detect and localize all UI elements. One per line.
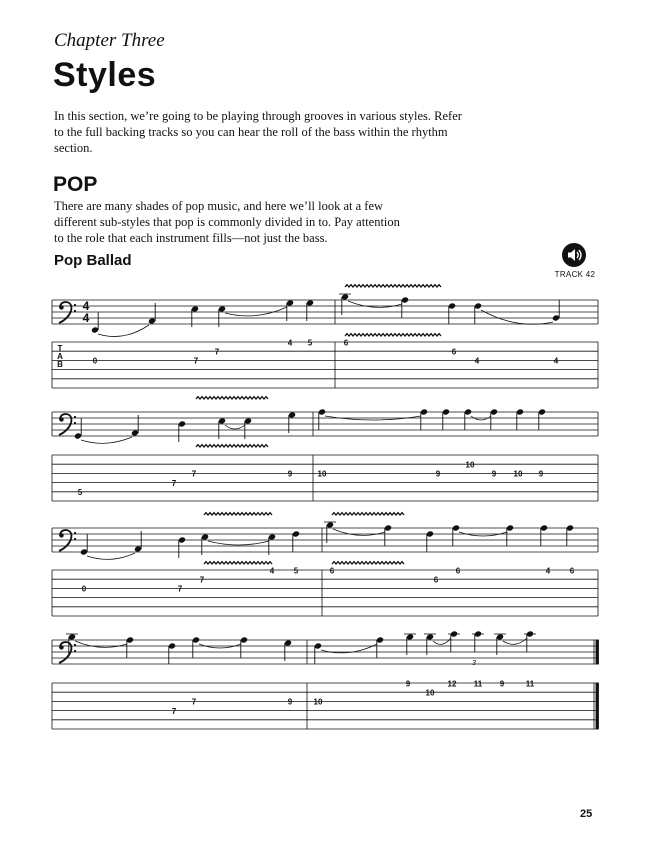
bass-clef-dot	[59, 305, 63, 309]
tab-number: 7	[171, 706, 177, 716]
tab-label: A	[57, 352, 63, 361]
bass-clef-dot	[59, 533, 63, 537]
tab-number: 6	[329, 566, 335, 576]
vibrato-mark	[345, 334, 441, 336]
bass-clef-dot	[59, 417, 63, 421]
tie	[348, 301, 402, 307]
section-paragraph: There are many shades of pop music, and here we’ll look at a few different sub-styles that pop is commonly divided in to. Pay attention to the role that each instrument fills—not just the bass.	[54, 199, 400, 245]
vibrato-mark	[196, 445, 268, 447]
bass-clef-dot	[74, 644, 76, 646]
tab-number: 0	[81, 584, 87, 594]
bass-clef-dot	[74, 532, 76, 534]
tab-number: 9	[287, 469, 293, 479]
intro-paragraph: In this section, we’re going to be playing through grooves in various styles. Refer to the full backing tracks so you can hear the roll of the bass within the rhythm section.	[54, 109, 462, 155]
tie	[225, 425, 245, 429]
tab-number: 9	[538, 469, 544, 479]
tab-number: 4	[474, 356, 480, 366]
tab-number: 7	[191, 469, 197, 479]
tab-label: T	[57, 344, 63, 353]
bass-clef-dot	[74, 650, 76, 652]
final-barline	[596, 683, 599, 729]
tab-number: 7	[199, 575, 205, 585]
tie	[433, 638, 451, 644]
tie	[87, 553, 135, 559]
subsection-title: Pop Ballad	[54, 252, 132, 269]
final-barline	[596, 640, 599, 664]
tie	[321, 644, 377, 653]
tie	[225, 307, 287, 316]
vibrato-mark	[345, 285, 441, 287]
vibrato-mark	[332, 513, 404, 515]
tab-number: 10	[465, 460, 475, 470]
bass-clef-dot	[74, 538, 76, 540]
tab-number: 10	[317, 469, 327, 479]
tab-number: 6	[451, 347, 457, 357]
vibrato-mark	[196, 397, 268, 399]
tab-number: 4	[269, 566, 275, 576]
tie	[75, 641, 127, 647]
tab-number: 7	[193, 356, 199, 366]
tab-number: 6	[569, 566, 575, 576]
notation-staves	[52, 300, 599, 729]
tab-number: 4	[287, 338, 293, 348]
time-signature: 4	[82, 311, 90, 325]
tie	[208, 541, 269, 545]
tab-number: 11	[525, 679, 535, 689]
bass-clef-dot	[74, 416, 76, 418]
track-label: TRACK 42	[554, 270, 596, 279]
bass-clef-icon	[59, 530, 71, 551]
tab-number: 10	[425, 688, 435, 698]
tie	[333, 529, 385, 535]
tie	[98, 325, 149, 337]
tab-number: 4	[553, 356, 559, 366]
tab-number: 9	[287, 697, 293, 707]
tab-number: 6	[343, 338, 349, 348]
tab-number: 10	[313, 697, 323, 707]
tie	[81, 437, 132, 443]
bass-clef-dot	[74, 422, 76, 424]
tab-number: 0	[92, 356, 98, 366]
bass-clef-dot	[59, 645, 63, 649]
bass-clef-dot	[74, 310, 76, 312]
bass-clef-icon	[59, 302, 71, 323]
tie	[503, 638, 527, 644]
page-number: 25	[580, 808, 593, 820]
page-title: Styles	[53, 56, 157, 94]
tab-number: 9	[499, 679, 505, 689]
triplet-mark: 3	[472, 660, 476, 667]
tab-number: 12	[447, 679, 457, 689]
tab-number: 10	[513, 469, 523, 479]
tab-label: B	[57, 360, 63, 369]
vibrato-mark	[204, 562, 272, 564]
section-title: POP	[53, 173, 98, 196]
tab-number: 7	[191, 697, 197, 707]
vibrato-mark	[332, 562, 404, 564]
tab-number: 6	[455, 566, 461, 576]
bass-clef-icon	[59, 414, 71, 435]
tab-number: 9	[405, 679, 411, 689]
tab-number: 9	[491, 469, 497, 479]
tab-number: 7	[214, 347, 220, 357]
vibrato-mark	[204, 513, 272, 515]
bass-clef-icon	[59, 642, 71, 663]
tab-number: 6	[433, 575, 439, 585]
tab-number: 4	[545, 566, 551, 576]
tab-number: 5	[77, 488, 83, 498]
tab-number: 5	[293, 566, 299, 576]
time-signature: 4	[82, 299, 90, 313]
bass-clef-dot	[74, 304, 76, 306]
tab-number: 9	[435, 469, 441, 479]
tab-number: 5	[307, 338, 313, 348]
tab-number: 7	[171, 478, 177, 488]
tab-number: 11	[473, 679, 483, 689]
chapter-label: Chapter Three	[54, 30, 165, 51]
tab-number: 7	[177, 584, 183, 594]
